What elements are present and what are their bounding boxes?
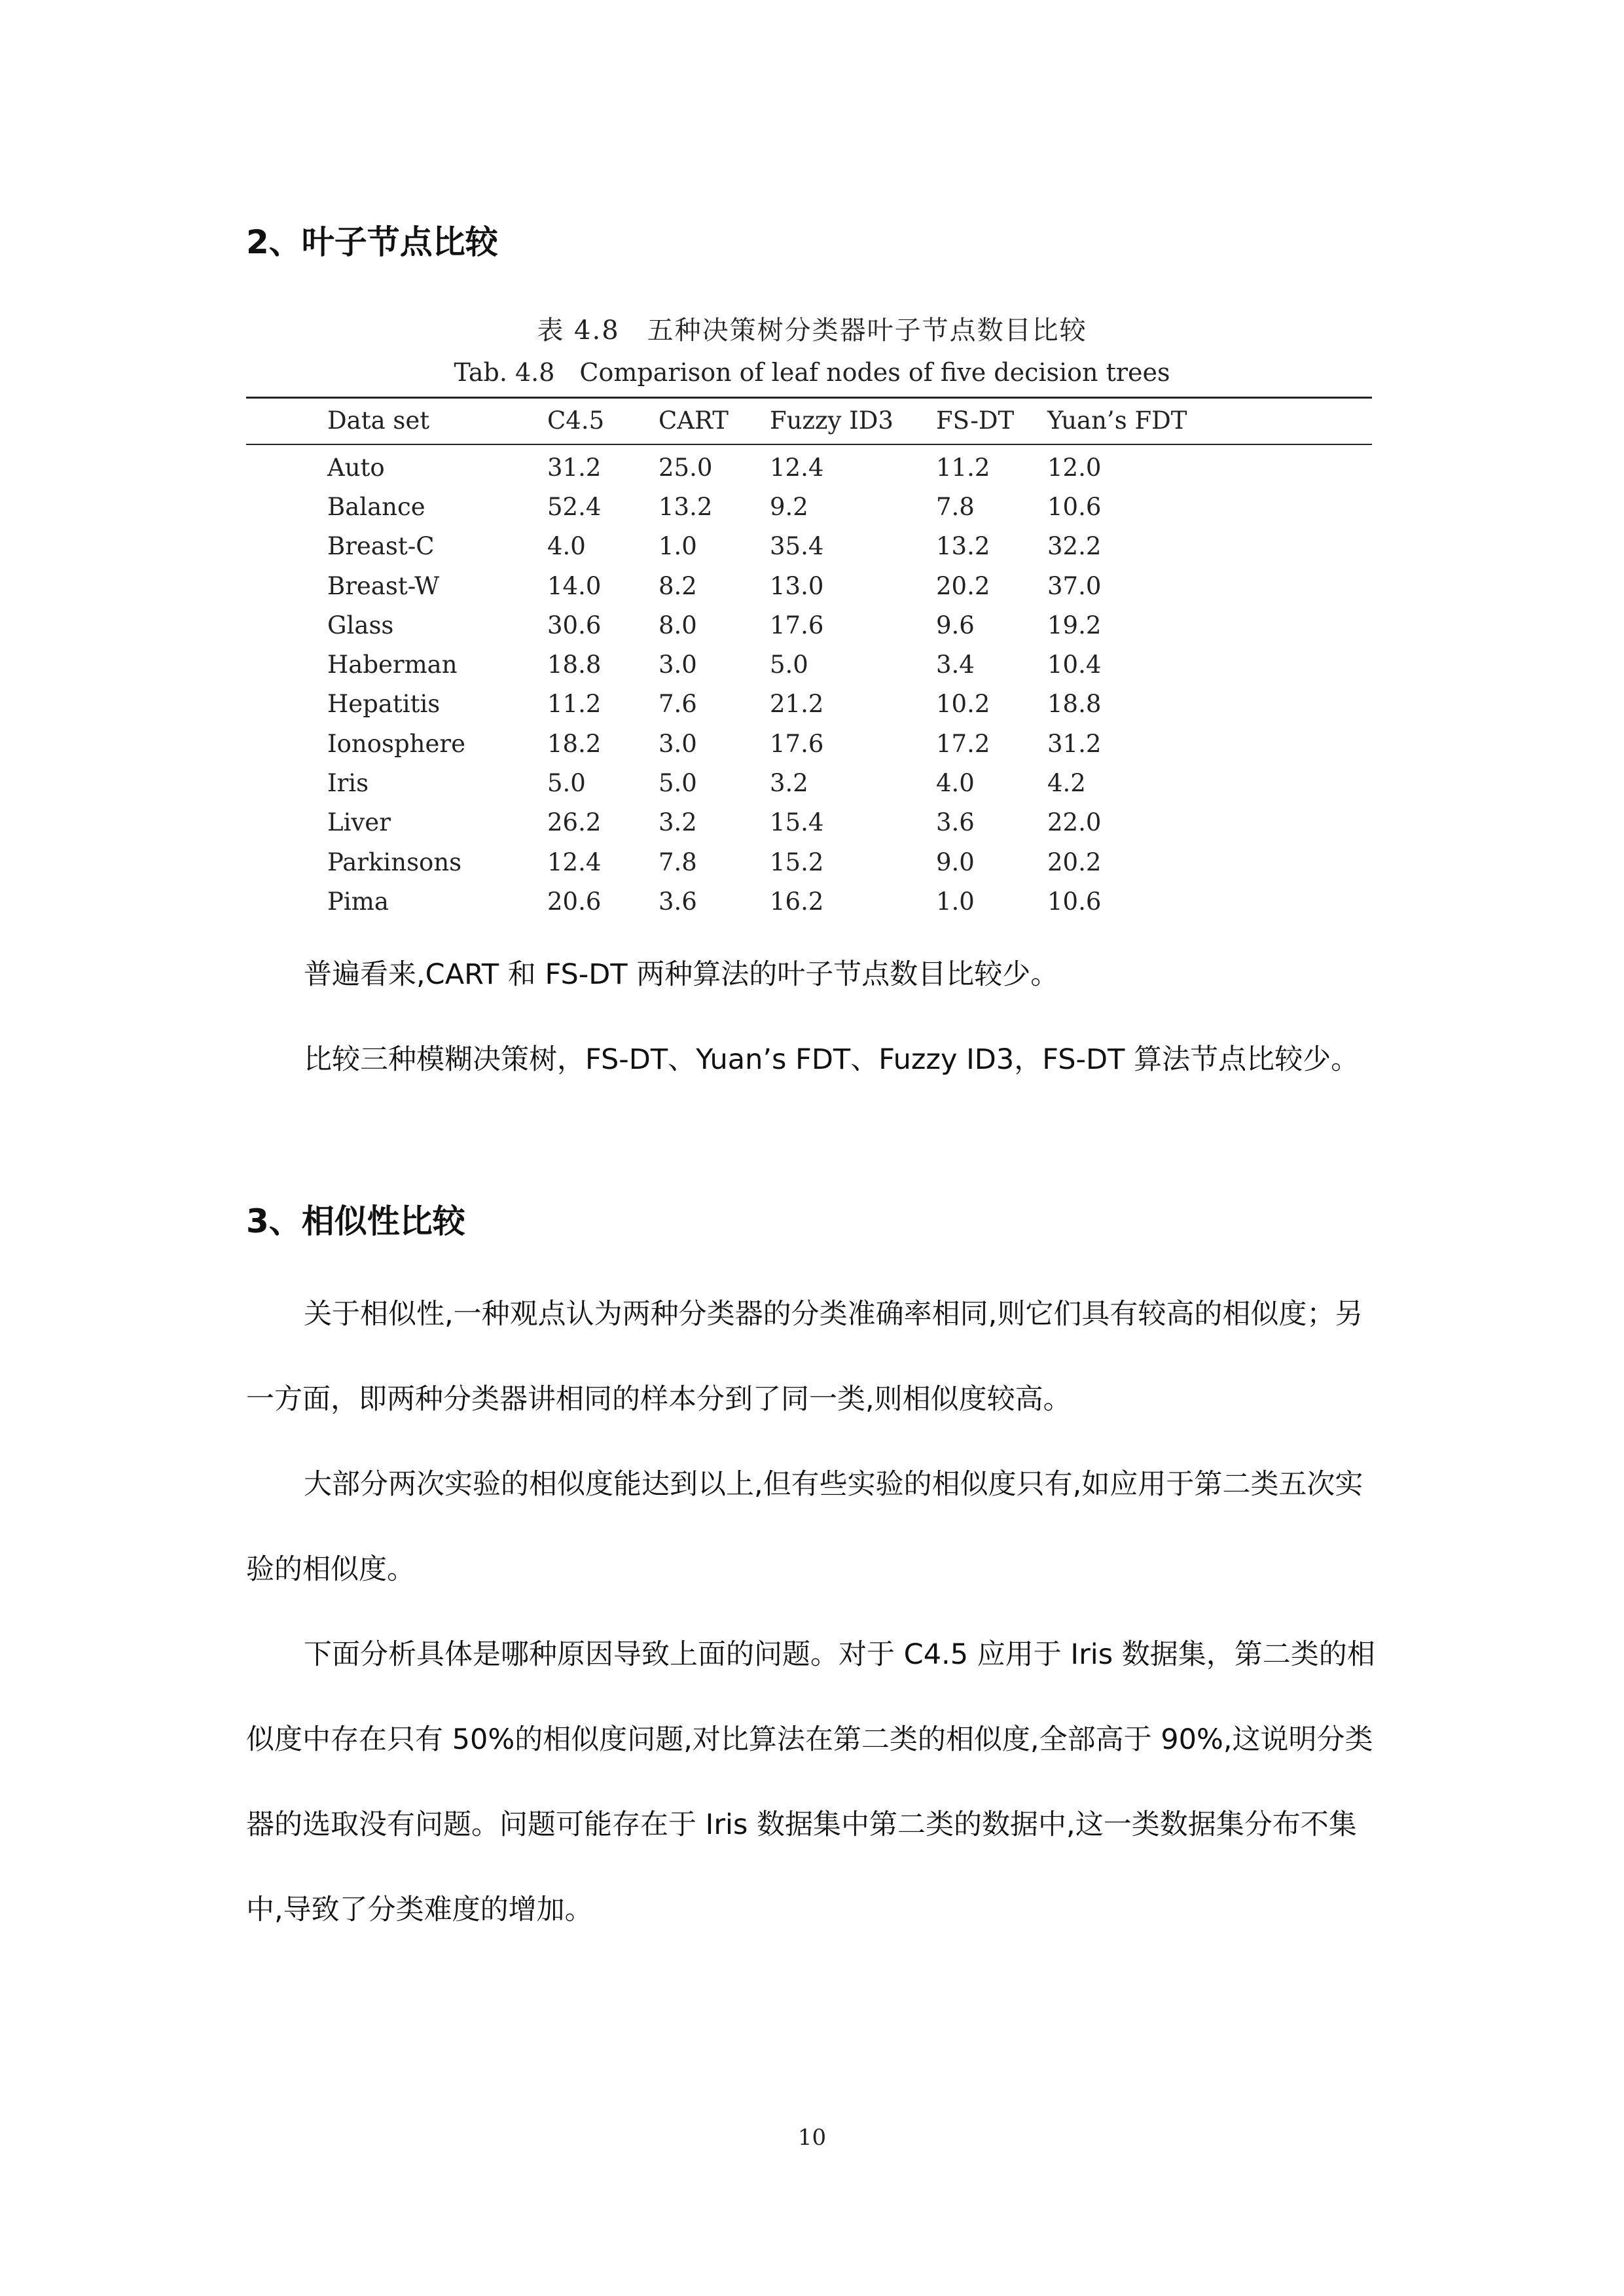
value-cell: 10.4	[1047, 651, 1102, 679]
value-cell: 3.4	[936, 651, 975, 679]
value-cell: 3.0	[659, 651, 697, 679]
value-cell: 12.4	[547, 848, 602, 876]
value-cell: 37.0	[1047, 571, 1102, 600]
value-cell: 30.6	[547, 611, 602, 639]
value-cell: 5.0	[770, 651, 808, 679]
leaf-nodes-table	[327, 399, 1244, 922]
dataset-name-cell: Auto	[327, 453, 385, 482]
section-2-paragraph-2: 比较三种模糊决策树，FS-DT、Yuan’s FDT、Fuzzy ID3，FS-DT 算法节点比较少。	[304, 1043, 1360, 1076]
value-cell: 18.8	[1047, 690, 1102, 719]
dataset-name-cell: Balance	[327, 492, 425, 521]
value-cell: 52.4	[547, 492, 602, 521]
section-2-paragraph-1: 普遍看来,CART 和 FS-DT 两种算法的叶子节点数目比较少。	[304, 958, 1059, 991]
value-cell: 13.2	[659, 492, 713, 521]
section-2-heading: 2、叶子节点比较	[246, 223, 498, 261]
value-cell: 12.4	[770, 453, 824, 482]
value-cell: 32.2	[1047, 532, 1102, 561]
value-cell: 9.6	[936, 611, 975, 639]
table-row	[327, 842, 1244, 882]
value-cell: 5.0	[659, 769, 697, 798]
value-cell: 20.2	[936, 571, 990, 600]
dataset-name-cell: Haberman	[327, 651, 458, 679]
value-cell: 1.0	[659, 532, 697, 561]
value-cell: 21.2	[770, 690, 824, 719]
table-top-rule	[246, 397, 1372, 399]
value-cell: 18.2	[547, 729, 602, 758]
value-cell: 4.0	[547, 532, 586, 561]
value-cell: 7.8	[936, 492, 975, 521]
value-cell: 10.2	[936, 690, 990, 719]
section-3-paragraph-3: 下面分析具体是哪种原因导致上面的问题。对于 C4.5 应用于 Iris 数据集，第二类的相似度中存在只有 50%的相似度问题,对比算法在第二类的相似度,全部高于 90%,这说明分类器的选取没有问题。问题可能存在于 Iris 数据集中第二类的数据中,这一类数据集分布不集中,导致了分类难度的增加。	[246, 1638, 1375, 1926]
dataset-name-cell: Hepatitis	[327, 690, 441, 719]
table-caption-english: Tab. 4.8 Comparison of leaf nodes of five decision trees	[454, 358, 1170, 387]
value-cell: 7.8	[659, 848, 697, 876]
dataset-name-cell: Parkinsons	[327, 848, 462, 876]
value-cell: 20.2	[1047, 848, 1102, 876]
value-cell: 19.2	[1047, 611, 1102, 639]
value-cell: 3.0	[659, 729, 697, 758]
table-row	[327, 605, 1244, 645]
value-cell: 3.6	[936, 808, 975, 837]
dataset-name-cell: Glass	[327, 611, 394, 639]
value-cell: 25.0	[659, 453, 713, 482]
table-row	[327, 763, 1244, 802]
value-cell: 8.0	[659, 611, 697, 639]
table-row	[327, 645, 1244, 684]
value-cell: 16.2	[770, 887, 824, 916]
value-cell: 1.0	[936, 887, 975, 916]
section-3-paragraph-1: 关于相似性,一种观点认为两种分类器的分类准确率相同,则它们具有较高的相似度；另一方面，即两种分类器讲相同的样本分到了同一类,则相似度较高。	[246, 1298, 1363, 1416]
column-header: FS-DT	[936, 406, 1015, 435]
table-row	[327, 724, 1244, 763]
value-cell: 13.0	[770, 571, 824, 600]
value-cell: 15.4	[770, 808, 824, 837]
value-cell: 12.0	[1047, 453, 1102, 482]
dataset-name-cell: Ionosphere	[327, 729, 465, 758]
column-header: Data set	[327, 406, 430, 435]
value-cell: 10.6	[1047, 492, 1102, 521]
dataset-name-cell: Liver	[327, 808, 391, 837]
value-cell: 17.2	[936, 729, 990, 758]
value-cell: 11.2	[547, 690, 602, 719]
value-cell: 26.2	[547, 808, 602, 837]
value-cell: 15.2	[770, 848, 824, 876]
table-row	[327, 487, 1244, 526]
value-cell: 35.4	[770, 532, 824, 561]
value-cell: 9.0	[936, 848, 975, 876]
value-cell: 20.6	[547, 887, 602, 916]
value-cell: 31.2	[547, 453, 602, 482]
page-number: 10	[797, 2125, 827, 2151]
dataset-name-cell: Iris	[327, 769, 369, 798]
value-cell: 13.2	[936, 532, 990, 561]
value-cell: 9.2	[770, 492, 808, 521]
column-header: CART	[659, 406, 729, 435]
table-row	[327, 882, 1244, 921]
value-cell: 4.2	[1047, 769, 1086, 798]
value-cell: 7.6	[659, 690, 697, 719]
value-cell: 14.0	[547, 571, 602, 600]
table-row	[327, 685, 1244, 724]
table-header-row	[327, 399, 1244, 441]
value-cell: 3.2	[659, 808, 697, 837]
value-cell: 17.6	[770, 729, 824, 758]
value-cell: 10.6	[1047, 887, 1102, 916]
table-caption-chinese: 表 4.8 五种决策树分类器叶子节点数目比较	[537, 315, 1087, 346]
dataset-name-cell: Pima	[327, 887, 389, 916]
column-header: Fuzzy ID3	[770, 406, 893, 435]
section-3-heading: 3、相似性比较	[246, 1202, 465, 1240]
table-row	[327, 566, 1244, 605]
value-cell: 11.2	[936, 453, 990, 482]
value-cell: 8.2	[659, 571, 697, 600]
value-cell: 3.6	[659, 887, 697, 916]
table-row	[327, 441, 1244, 487]
column-header: Yuan’s FDT	[1047, 406, 1187, 435]
table-row	[327, 527, 1244, 566]
table-row	[327, 803, 1244, 842]
value-cell: 3.2	[770, 769, 808, 798]
value-cell: 22.0	[1047, 808, 1102, 837]
column-header: C4.5	[547, 406, 605, 435]
section-3-paragraph-2: 大部分两次实验的相似度能达到以上,但有些实验的相似度只有,如应用于第二类五次实验的相似度。	[246, 1468, 1363, 1586]
value-cell: 5.0	[547, 769, 586, 798]
value-cell: 17.6	[770, 611, 824, 639]
value-cell: 4.0	[936, 769, 975, 798]
table-body	[327, 441, 1244, 922]
dataset-name-cell: Breast-W	[327, 571, 440, 600]
value-cell: 18.8	[547, 651, 602, 679]
dataset-name-cell: Breast-C	[327, 532, 435, 561]
value-cell: 31.2	[1047, 729, 1102, 758]
